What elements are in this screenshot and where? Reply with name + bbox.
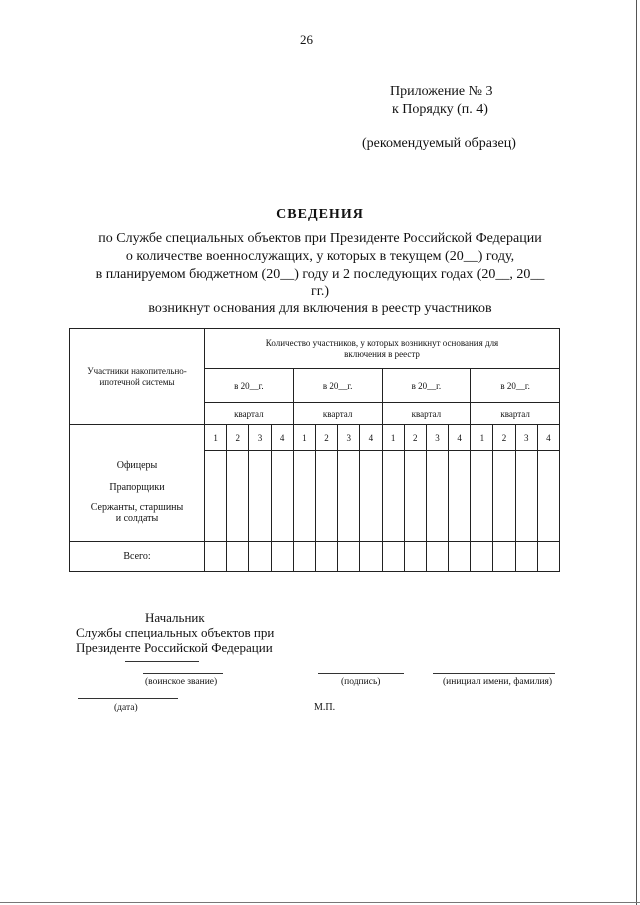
page-number: 26 <box>300 32 313 47</box>
quarter-number: 3 <box>426 425 448 451</box>
date-caption: (дата) <box>114 703 138 713</box>
quarter-number: 4 <box>271 425 293 451</box>
total-cell <box>293 541 315 571</box>
total-cell <box>382 541 404 571</box>
page-edge-right <box>636 0 637 905</box>
title-line-1: по Службе специальных объектов при Президенте Российской Федерации <box>98 231 542 246</box>
data-cell <box>227 451 249 541</box>
title-line-2: о количестве военнослужащих, у которых в текущем (20__) году, <box>125 249 515 264</box>
quarter-header-1: квартал <box>205 403 294 425</box>
total-cell <box>338 541 360 571</box>
year-header-3: в 20__г. <box>382 369 471 403</box>
data-cell <box>404 451 426 541</box>
data-cell <box>426 451 448 541</box>
data-cell <box>537 451 559 541</box>
quarter-number: 1 <box>471 425 493 451</box>
count-group-header: Количество участников, у которых возникнут основания для включения в реестр <box>205 329 560 369</box>
signature-president: Президенте Российской Федерации <box>76 640 273 655</box>
data-cell <box>249 451 271 541</box>
quarter-number: 1 <box>205 425 227 451</box>
date-underline <box>78 698 178 699</box>
data-cell <box>493 451 515 541</box>
signature-title: Начальник <box>145 610 205 625</box>
rank-underline-1 <box>125 661 199 662</box>
row-label-sergeants: Сержанты, старшины и солдаты <box>90 502 184 525</box>
title-line-3: в планируемом бюджетном (20__) году и 2 последующих годах (20__, 20__ <box>95 267 545 282</box>
quarter-number: 4 <box>449 425 471 451</box>
data-cell <box>382 451 404 541</box>
rank-caption: (воинское звание) <box>145 677 218 687</box>
data-cell <box>293 451 315 541</box>
quarter-number: 3 <box>515 425 537 451</box>
title-line-5: возникнут основания для включения в реестр участников <box>148 301 492 316</box>
quarter-header-2: квартал <box>293 403 382 425</box>
total-cell <box>271 541 293 571</box>
total-cell <box>205 541 227 571</box>
quarter-number: 2 <box>315 425 337 451</box>
data-table <box>69 328 560 572</box>
data-cell <box>471 451 493 541</box>
total-cell <box>360 541 382 571</box>
quarter-number: 2 <box>404 425 426 451</box>
quarter-header-4: квартал <box>471 403 560 425</box>
total-cell <box>315 541 337 571</box>
row-label-warrant-officers: Прапорщики <box>109 482 165 494</box>
appendix-reference: к Порядку (п. 4) <box>392 102 488 117</box>
name-caption: (инициал имени, фамилия) <box>443 677 553 687</box>
data-cell <box>449 451 471 541</box>
total-cell <box>493 541 515 571</box>
rank-underline-2 <box>143 673 223 674</box>
total-cell <box>515 541 537 571</box>
data-cell <box>515 451 537 541</box>
data-cell <box>338 451 360 541</box>
participants-header: Участники накопительно-ипотечной системы <box>70 329 205 425</box>
quarter-number: 1 <box>293 425 315 451</box>
total-cell <box>426 541 448 571</box>
total-cell <box>227 541 249 571</box>
quarter-number: 3 <box>338 425 360 451</box>
total-cell <box>249 541 271 571</box>
page-edge-bottom <box>0 902 640 903</box>
quarter-number: 4 <box>537 425 559 451</box>
data-cell <box>271 451 293 541</box>
total-cell <box>537 541 559 571</box>
total-cell <box>471 541 493 571</box>
stamp-place: М.П. <box>314 702 336 713</box>
quarter-number: 1 <box>382 425 404 451</box>
total-label: Всего: <box>70 541 205 571</box>
signature-service: Службы специальных объектов при <box>76 625 275 640</box>
sample-note: (рекомендуемый образец) <box>362 136 516 151</box>
signature-caption: (подпись) <box>341 677 381 687</box>
quarter-number: 2 <box>493 425 515 451</box>
name-underline <box>433 673 555 674</box>
row-label-officers: Офицеры <box>116 460 158 472</box>
signature-underline <box>318 673 404 674</box>
quarter-number: 2 <box>227 425 249 451</box>
total-cell <box>449 541 471 571</box>
quarter-header-3: квартал <box>382 403 471 425</box>
data-cell <box>360 451 382 541</box>
document-heading: СВЕДЕНИЯ <box>276 207 364 222</box>
data-cell <box>205 451 227 541</box>
quarter-number: 3 <box>249 425 271 451</box>
year-header-2: в 20__г. <box>293 369 382 403</box>
total-cell <box>404 541 426 571</box>
row-labels-cell <box>70 425 205 541</box>
year-header-4: в 20__г. <box>471 369 560 403</box>
quarter-number: 4 <box>360 425 382 451</box>
title-line-4: гг.) <box>310 284 330 299</box>
data-cell <box>315 451 337 541</box>
appendix-number: Приложение № 3 <box>390 84 493 99</box>
year-header-1: в 20__г. <box>205 369 294 403</box>
